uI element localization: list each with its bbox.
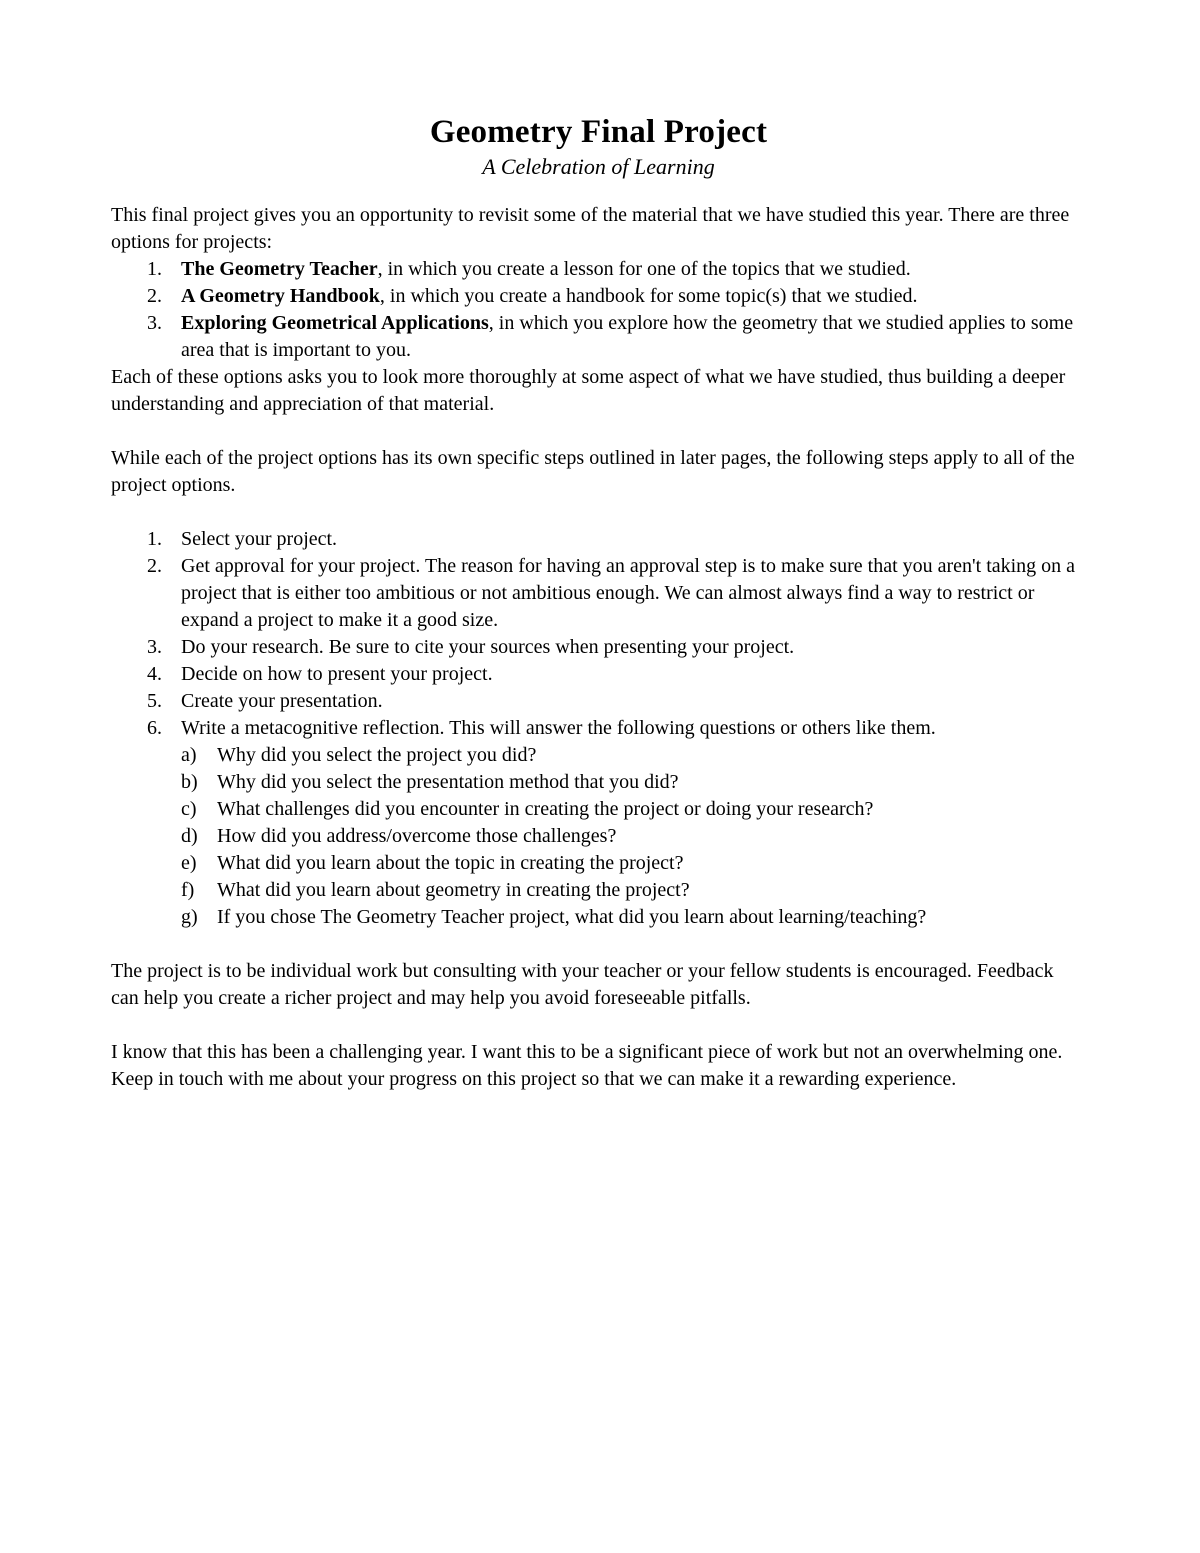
- intro-paragraph: This final project gives you an opportunity to revisit some of the material that we have studied this year. There are three options for projects:: [111, 204, 1070, 253]
- option-title: The Geometry Teacher: [181, 258, 378, 280]
- individual-work-paragraph: The project is to be individual work but consulting with your teacher or your fellow students is encouraged. Feedback can help you create a richer project and may help you avoid foreseeable pitfalls.: [111, 960, 1054, 1009]
- reflection-questions-list: [111, 742, 1086, 931]
- page-title: Geometry Final Project: [429, 114, 768, 150]
- list-number: 2.: [147, 285, 162, 307]
- list-item: [111, 310, 1086, 364]
- question-text: What did you learn about the topic in creating the project?: [217, 852, 684, 874]
- list-number: 5.: [147, 690, 162, 712]
- page-subtitle: A Celebration of Learning: [482, 154, 715, 179]
- option-title: A Geometry Handbook: [181, 285, 380, 307]
- step-text: Select your project.: [181, 528, 338, 550]
- question-text: What did you learn about geometry in creating the project?: [217, 879, 690, 901]
- list-item: [111, 796, 1086, 823]
- paragraph-spacer: [111, 499, 1086, 526]
- list-number: 1.: [147, 258, 162, 280]
- question-text: What challenges did you encounter in creating the project or doing your research?: [217, 798, 874, 820]
- list-number: 4.: [147, 663, 162, 685]
- list-item: [111, 634, 1086, 661]
- list-letter: c): [181, 798, 197, 820]
- steps-list: [111, 526, 1086, 742]
- list-item: [111, 553, 1086, 634]
- list-number: 1.: [147, 528, 162, 550]
- question-text: If you chose The Geometry Teacher project, what did you learn about learning/teaching?: [217, 906, 927, 928]
- project-options-list: [111, 256, 1086, 364]
- step-text: Create your presentation.: [181, 690, 383, 712]
- steps-intro-paragraph: While each of the project options has its own specific steps outlined in later pages, the following steps apply to all of the project options.: [111, 447, 1075, 496]
- list-letter: b): [181, 771, 198, 793]
- list-item: [111, 850, 1086, 877]
- question-text: Why did you select the presentation method that you did?: [217, 771, 679, 793]
- list-number: 3.: [147, 312, 162, 334]
- document-page: [111, 112, 1086, 1093]
- option-description: , in which you create a lesson for one of the topics that we studied.: [377, 258, 911, 280]
- list-letter: d): [181, 825, 198, 847]
- list-letter: g): [181, 906, 198, 928]
- list-item: [111, 283, 1086, 310]
- step-text: Do your research. Be sure to cite your sources when presenting your project.: [181, 636, 795, 658]
- paragraph-spacer: [111, 1012, 1086, 1039]
- question-text: Why did you select the project you did?: [217, 744, 537, 766]
- list-number: 2.: [147, 555, 162, 577]
- list-letter: e): [181, 852, 197, 874]
- question-text: How did you address/overcome those challenges?: [217, 825, 617, 847]
- list-item: [111, 661, 1086, 688]
- list-item: [111, 904, 1086, 931]
- paragraph-spacer: [111, 418, 1086, 445]
- list-item: [111, 688, 1086, 715]
- list-letter: f): [181, 879, 195, 901]
- list-item: [111, 877, 1086, 904]
- list-item: [111, 715, 1086, 742]
- paragraph-spacer: [111, 931, 1086, 958]
- option-title: Exploring Geometrical Applications: [181, 312, 489, 334]
- list-item: [111, 742, 1086, 769]
- option-description: , in which you explore how the geometry that we studied applies to some area that is important to you.: [181, 312, 1074, 361]
- step-text: Write a metacognitive reflection. This will answer the following questions or others like them.: [181, 717, 936, 739]
- step-text: Get approval for your project. The reason for having an approval step is to make sure that you aren't taking on a project that is either too ambitious or not ambitious enough. We can almost always find a way to restrict or expand a project to make it a good size.: [181, 555, 1076, 631]
- step-text: Decide on how to present your project.: [181, 663, 493, 685]
- list-number: 3.: [147, 636, 162, 658]
- list-item: [111, 256, 1086, 283]
- list-item: [111, 769, 1086, 796]
- option-description: , in which you create a handbook for some topic(s) that we studied.: [379, 285, 918, 307]
- list-letter: a): [181, 744, 197, 766]
- closing-paragraph: I know that this has been a challenging year. I want this to be a significant piece of work but not an overwhelming one. Keep in touch with me about your progress on this project so that we can make it a rewarding experience.: [111, 1041, 1063, 1090]
- options-summary-paragraph: Each of these options asks you to look more thoroughly at some aspect of what we have studied, thus building a deeper understanding and appreciation of that material.: [111, 366, 1066, 415]
- list-item: [111, 823, 1086, 850]
- list-item: [111, 526, 1086, 553]
- list-number: 6.: [147, 717, 162, 739]
